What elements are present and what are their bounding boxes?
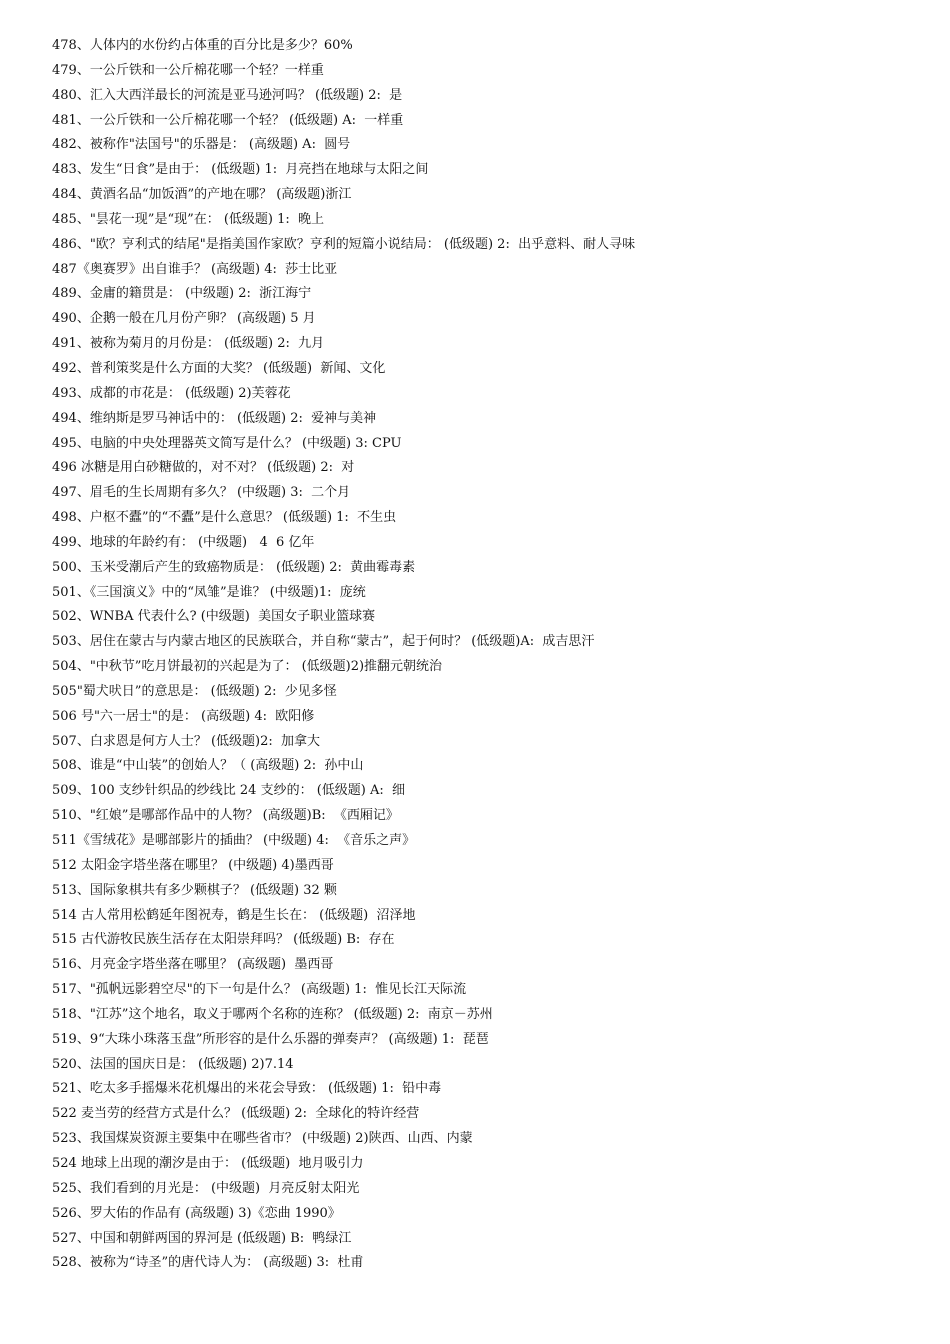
quiz-line: 505"蜀犬吠日”的意思是： (低级题) 2: 少见多怪 xyxy=(52,683,337,699)
quiz-line: 482、被称作"法国号"的乐器是： (高级题) A: 圆号 xyxy=(52,137,351,153)
quiz-line: 492、普利策奖是什么方面的大奖？ (低级题) 新闻、文化 xyxy=(52,360,386,376)
quiz-line: 493、成都的市花是： (低级题) 2)芙蓉花 xyxy=(52,385,291,401)
quiz-line: 523、我国煤炭资源主要集中在哪些省市？ (中级题) 2)陕西、山西、内蒙 xyxy=(52,1131,473,1147)
quiz-line: 495、电脑的中央处理器英文简写是什么？ (中级题) 3: CPU xyxy=(52,435,402,451)
quiz-line: 478、人体内的水份约占体重的百分比是多少？60% xyxy=(52,38,353,53)
quiz-line: 513、国际象棋共有多少颗棋子？ (低级题) 32 颗 xyxy=(52,882,337,898)
quiz-line: 500、玉米受潮后产生的致癌物质是： (低级题) 2: 黄曲霉毒素 xyxy=(52,559,416,575)
quiz-line: 522 麦当劳的经营方式是什么？ (低级题) 2: 全球化的特许经营 xyxy=(52,1106,420,1122)
quiz-line: 487《奥赛罗》出自谁手？ (高级题) 4: 莎士比亚 xyxy=(52,261,338,277)
quiz-line: 518、"江苏”这个地名，取义于哪两个名称的连称？ (低级题) 2: 南京－苏州 xyxy=(52,1006,493,1022)
quiz-line: 528、被称为“诗圣”的唐代诗人为： (高级题) 3: 杜甫 xyxy=(52,1255,364,1271)
quiz-line: 486、"欧？亨利式的结尾"是指美国作家欧？亨利的短篇小说结局： (低级题) 2: 出乎意料、耐人寻味 xyxy=(52,236,636,252)
quiz-line: 519、9“大珠小珠落玉盘”所形容的是什么乐器的弹奏声？ (高级题) 1: 琵琶 xyxy=(52,1031,489,1047)
quiz-line: 524 地球上出现的潮汐是由于： (低级题) 地月吸引力 xyxy=(52,1155,364,1171)
quiz-line: 509、100 支纱针织品的纱线比 24 支纱的： (低级题) A: 细 xyxy=(52,783,406,799)
quiz-line: 504、"中秋节”吃月饼最初的兴起是为了： (低级题)2)推翻元朝统治 xyxy=(52,659,443,675)
quiz-line: 506 号"六一居士"的是： (高级题) 4: 欧阳修 xyxy=(52,708,315,724)
quiz-line: 515 古代游牧民族生活存在太阳崇拜吗？ (低级题) B: 存在 xyxy=(52,932,395,948)
quiz-line: 516、月亮金字塔坐落在哪里？ (高级题) 墨西哥 xyxy=(52,957,334,973)
quiz-line: 511《雪绒花》是哪部影片的插曲？ (中级题) 4: 《音乐之声》 xyxy=(52,833,416,848)
quiz-line: 520、法国的国庆日是： (低级题) 2)7.14 xyxy=(52,1056,294,1072)
quiz-list xyxy=(52,34,922,1276)
quiz-line: 503、居住在蒙古与内蒙古地区的民族联合，并自称“蒙古”，起于何时？ (低级题)A: 成吉思汗 xyxy=(52,634,595,650)
quiz-line: 479、一公斤铁和一公斤棉花哪一个轻？一样重 xyxy=(52,62,324,78)
quiz-line: 507、白求恩是何方人士？ (低级题)2: 加拿大 xyxy=(52,733,321,749)
quiz-line: 499、地球的年龄约有： (中级题) 4 6 亿年 xyxy=(52,534,315,550)
quiz-line: 512 太阳金字塔坐落在哪里？ (中级题) 4)墨西哥 xyxy=(52,857,334,873)
quiz-line: 485、"昙花一现”是“现”在： (低级题) 1: 晚上 xyxy=(52,211,325,227)
quiz-line: 491、被称为菊月的月份是： (低级题) 2: 九月 xyxy=(52,336,325,352)
quiz-line: 521、吃太多手摇爆米花机爆出的米花会导致： (低级题) 1: 铅中毒 xyxy=(52,1081,442,1097)
quiz-line: 496 冰糖是用白砂糖做的，对不对？ (低级题) 2: 对 xyxy=(52,460,355,476)
quiz-line: 489、金庸的籍贯是： (中级题) 2: 浙江海宁 xyxy=(52,286,312,302)
quiz-line: 490、企鹅一般在几月份产卵？ (高级题) 5 月 xyxy=(52,311,316,327)
quiz-line: 526、罗大佑的作品有 (高级题) 3)《恋曲 1990》 xyxy=(52,1205,341,1221)
quiz-line: 525、我们看到的月光是： (中级题) 月亮反射太阳光 xyxy=(52,1180,360,1196)
quiz-line: 480、汇入大西洋最长的河流是亚马逊河吗？ (低级题) 2: 是 xyxy=(52,87,403,103)
quiz-line: 494、维纳斯是罗马神话中的： (低级题) 2: 爱神与美神 xyxy=(52,410,377,426)
quiz-line: 498、户枢不蠹”的“不蠹”是什么意思？ (低级题) 1: 不生虫 xyxy=(52,510,397,526)
quiz-line: 527、中国和朝鲜两国的界河是 (低级题) B: 鸭绿江 xyxy=(52,1230,352,1246)
quiz-line: 483、发生“日食”是由于： (低级题) 1: 月亮挡在地球与太阳之间 xyxy=(52,162,429,178)
quiz-line: 502、WNBA 代表什么? (中级题) 美国女子职业篮球赛 xyxy=(52,609,376,625)
quiz-line: 497、眉毛的生长周期有多久？ (中级题) 3: 二个月 xyxy=(52,485,351,501)
quiz-line: 508、谁是“中山装”的创始人？（ (高级题) 2: 孙中山 xyxy=(52,758,364,774)
quiz-line: 481、一公斤铁和一公斤棉花哪一个轻？ (低级题) A: 一样重 xyxy=(52,112,404,128)
quiz-line: 501、《三国演义》中的“凤雏”是谁？ (中级题)1: 庞统 xyxy=(52,584,366,600)
quiz-line: 517、"孤帆远影碧空尽"的下一句是什么？ (高级题) 1: 惟见长江天际流 xyxy=(52,982,467,998)
quiz-line: 484、黄酒名品“加饭酒”的产地在哪？ (高级题)浙江 xyxy=(52,187,352,203)
quiz-line: 510、"红娘”是哪部作品中的人物？ (高级题)B: 《西厢记》 xyxy=(52,808,399,824)
quiz-line: 514 古人常用松鹤延年图祝寿，鹤是生长在： (低级题) 沼泽地 xyxy=(52,907,416,923)
